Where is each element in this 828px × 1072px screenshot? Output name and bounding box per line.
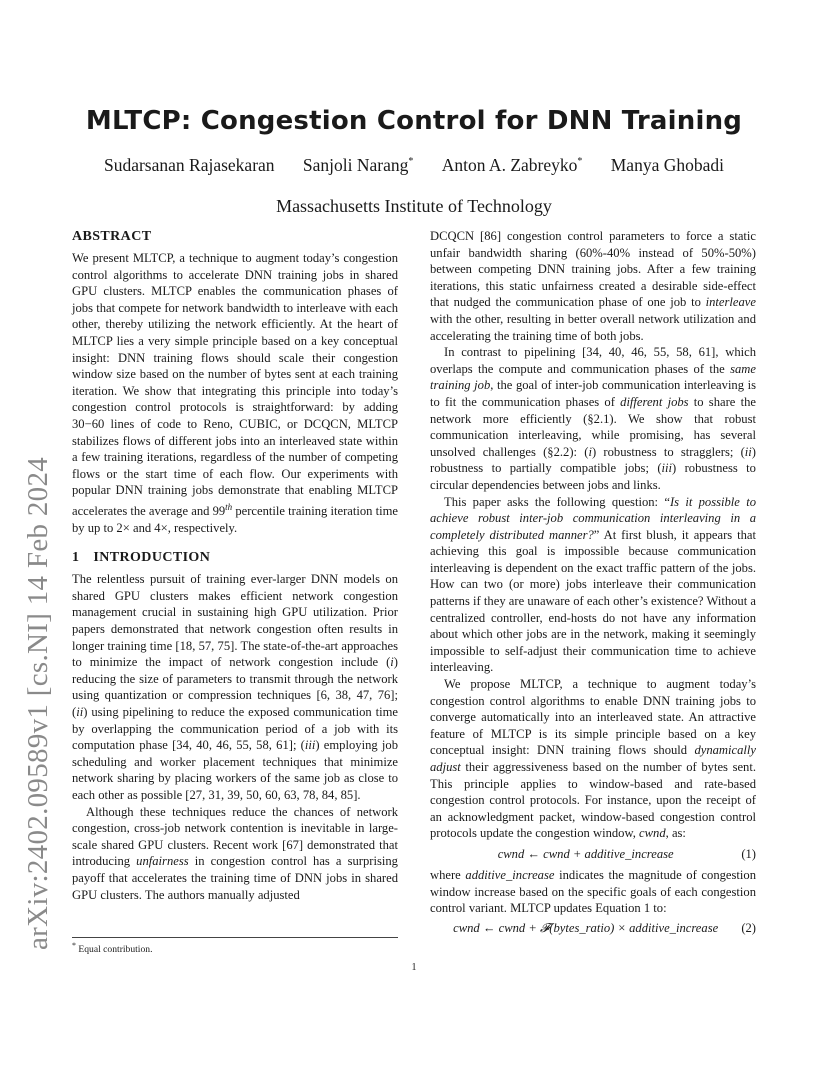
footnote-divider [72,937,398,938]
body-paragraph: DCQCN [86] congestion control parameters to force a static unfair bandwidth sharing (60%-40% instead of 50%-50%) between competing DNN training jobs. After a few training iterations, this static unfairness created a desirable side-effect that nudged the communication phase of one job to interleave with the other, resulting in better overall network utilization and accelerating the training time of both jobs. [430,229,756,343]
intro-paragraph: Although these techniques reduce the chances of network congestion, cross-job network contention is inevitable in large-scale shared GPU clusters. Recent work [67] demonstrated that introducing unfairness in congestion control has a surprising payoff that accelerates the training time of DNN jobs in shared GPU clusters. The authors manually adjusted [72,804,398,902]
affiliation: Massachusetts Institute of Technology [276,196,552,216]
author-list [0,155,828,176]
abstract-heading: ABSTRACT [72,229,152,244]
body-paragraph: We propose MLTCP, a technique to augment today’s congestion control algorithms to enable DNN training jobs to converge automatically into an interleaved state. An attractive feature of MLTCP is its simple principle based on a key conceptual insight: DNN training flows should dynamically adjust their aggressiveness based on the number of bytes sent. This principle applies to window-based and rate-based congestion control protocols. For instance, upon the receipt of an acknowledgment packet, window-based congestion control protocols update the congestion window, cwnd, as: [430,677,756,841]
equation-1: cwnd ← cwnd + additive_increase (1) [497,846,756,861]
abstract-paragraph: We present MLTCP, a technique to augment today’s congestion control algorithms to accelerate DNN training jobs in shared GPU clusters. MLTCP enables the communication phases of jobs that compete for network bandwidth to interleave with each other, thereby utilizing the network efficiently. At the heart of MLTCP lies a very simple principle based on a key conceptual insight: DNN training flows should scale their congestion window size based on the number of bytes sent at each training iteration. We show that integrating this principle into today’s congestion control protocols is straightforward: by adding 30−60 lines of code to Reno, CUBIC, or DCQCN, MLTCP stabilizes flows of different jobs into an interleaved state within a few training iterations, regardless of the number of competing flows or the start time of each flow. Our experiments with popular DNN training jobs demonstrate that enabling MLTCP accelerates the average and 99th percentile training iteration time by up to 2× and 4×, respectively. [72,251,398,535]
body-paragraph: In contrast to pipelining [34, 40, 46, 55, 58, 61], which overlaps the compute and communication phases of the same training job, the goal of inter-job communication interleaving is to fit the communication phases of different jobs to share the network more efficiently (§2.1). We show that robust communication interleaving, while promising, has several unsolved challenges (§2.2): (i) robustness to stragglers; (ii) robustness to partially compatible jobs; (iii) robustness to circular dependencies between jobs and links. [430,345,757,492]
intro-paragraph: The relentless pursuit of training ever-larger DNN models on shared GPU clusters makes efficient network congestion management crucial in sustaining high GPU utilization. Prior papers demonstrated that network congestion often results in longer training time [18, 57, 75]. The state-of-the-art approaches to minimize the impact of network congestion include (i) reducing the size of parameters to transmit through the network using quantization or compression techniques [6, 38, 47, 76]; (ii) using pipelining to reduce the exposed communication time by overlapping the communication period of a job with its computation phase [34, 40, 46, 55, 58, 61]; (iii) employing job scheduling and worker placement techniques that minimize network sharing by placing workers of the same job as close to each other as possible [27, 31, 39, 50, 60, 63, 78, 84, 85]. [72,572,398,802]
right-column [430,228,756,942]
author: Manya Ghobadi [610,155,724,175]
footnote: * Equal contribution. [72,941,153,956]
equation-2: cwnd ← cwnd + 𝓕(bytes_ratio) × additive_increase (2) [453,921,756,936]
arxiv-identifier: arXiv:2402.09589v1 [cs.NI] 14 Feb 2024 [22,456,54,950]
body-paragraph: This paper asks the following question: “Is it possible to achieve robust inter-job communication interleaving in a completely distributed manner?” At first blush, it appears that achieving this goal is impossible because communication interleaving is dependent on the exact traffic pattern of the jobs. How can two (or more) jobs interleave their communication patterns if they are unaware of each other’s existence? Without a centralized controller, end-hosts do not have any information about which other jobs are in the network, making it seemingly impossible to self-adjust their communication time to achieve interleaving. [430,494,756,675]
body-paragraph: where additive_increase indicates the magnitude of congestion window increase based on the specific goals of each congestion control variant. MLTCP updates Equation 1 to: [430,867,756,916]
author: Sanjoli Narang* [302,155,414,175]
page-number: 1 [411,962,417,973]
section-heading-introduction: 1 INTRODUCTION [72,550,211,566]
author: Sudarsanan Rajasekaran [103,155,275,175]
paper-title: MLTCP: Congestion Control for DNN Training [85,106,743,136]
left-column [72,228,398,903]
author: Anton A. Zabreyko* [441,155,583,175]
